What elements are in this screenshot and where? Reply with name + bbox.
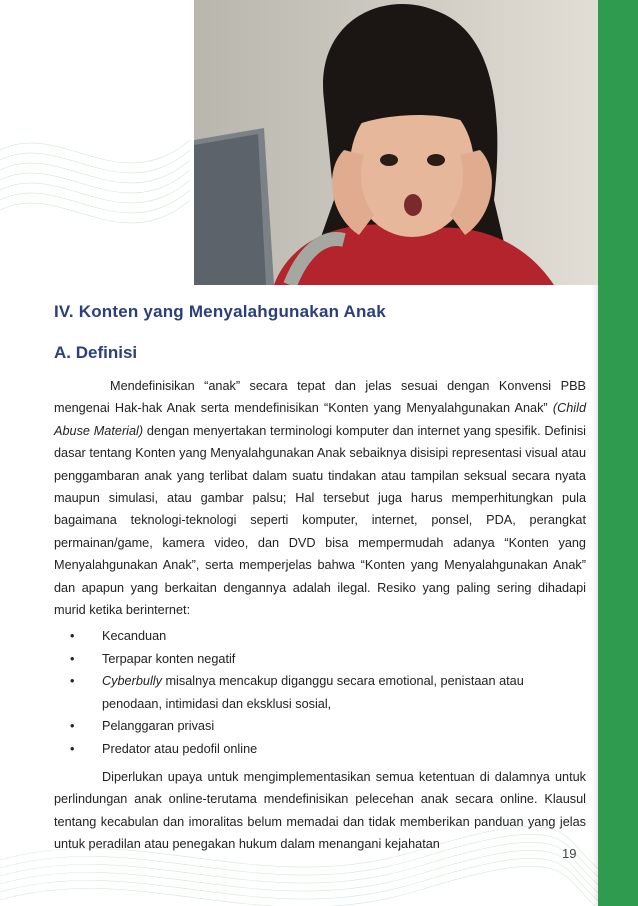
green-side-tab <box>598 0 638 906</box>
page-number: 19 <box>562 846 577 861</box>
list-item-text: Pelanggaran privasi <box>102 719 215 734</box>
paragraph-text: dengan menyertakan terminologi komputer dan internet yang spesifik. Definisi dasar tentang Konten yang Menyalahgunakan Anak sebaiknya disisipi representasi visual atau penggambaran anak yang terlibat dalam suatu tindakan atau tampilan seksual secara nyata maupun simulasi, atau gambar palsu; Hal tersebut juga harus memperhitungkan pula bagaimana teknologi-teknologi seperti komputer, internet, ponsel, PDA, perangkat permainan/game, kamera video, dan DVD bisa mempermudah adanya “Konten yang Menyalahgunakan Anak”, serta memperjelas bahwa “Konten yang Menyalahgunakan Anak” dan apapun yang berkaitan dengannya adalah ilegal. Resiko yang paling sering dihadapi murid ketika berinternet: <box>54 423 586 618</box>
subsection-heading: A. Definisi <box>54 343 138 362</box>
bullet-icon: • <box>70 651 75 666</box>
bullet-icon: • <box>70 719 75 734</box>
section-heading: IV. Konten yang Menyalahgunakan Anak <box>54 302 386 321</box>
bullet-icon: • <box>70 674 75 689</box>
photo-surprised-girl-at-laptop <box>194 0 598 285</box>
emphasis-term: (Child Abuse Material) <box>54 401 586 438</box>
list-item <box>54 648 586 670</box>
paragraph-text: Mendefinisikan “anak” secara tepat dan jelas sesuai dengan Konvensi PBB mengenai Hak-hak Anak serta mendefinisikan “Konten yang Menyalahgunakan Anak” <box>54 379 586 416</box>
paragraph-protection: Diperlukan upaya untuk mengimplementasikan semua ketentuan di dalamnya untuk perlindungan anak online-terutama mendefinisikan pelecehan anak secara online. Klausul tentang kecabulan dan imoralitas belum memadai dan tidak memberikan panduan yang jelas untuk peradilan atau penegakan hukum dalam menangani kejahatan <box>54 769 586 852</box>
list-item-text: Kecanduan <box>102 629 167 644</box>
list-item <box>54 670 586 715</box>
list-item-text: Terpapar konten negatif <box>102 651 236 666</box>
risk-list <box>54 625 586 759</box>
emphasis-term: Cyberbully <box>102 674 162 689</box>
list-item <box>54 715 586 737</box>
list-item-text: Predator atau pedofil online <box>102 741 258 756</box>
list-item <box>54 625 586 647</box>
list-item-text: misalnya mencakup diganggu secara emotional, penistaan atau penodaan, intimidasi dan eksklusi sosial, <box>102 674 524 711</box>
bullet-icon: • <box>70 629 75 644</box>
list-item <box>54 738 586 760</box>
body-text <box>54 375 586 856</box>
paragraph-definition <box>54 375 586 621</box>
bullet-icon: • <box>70 741 75 756</box>
